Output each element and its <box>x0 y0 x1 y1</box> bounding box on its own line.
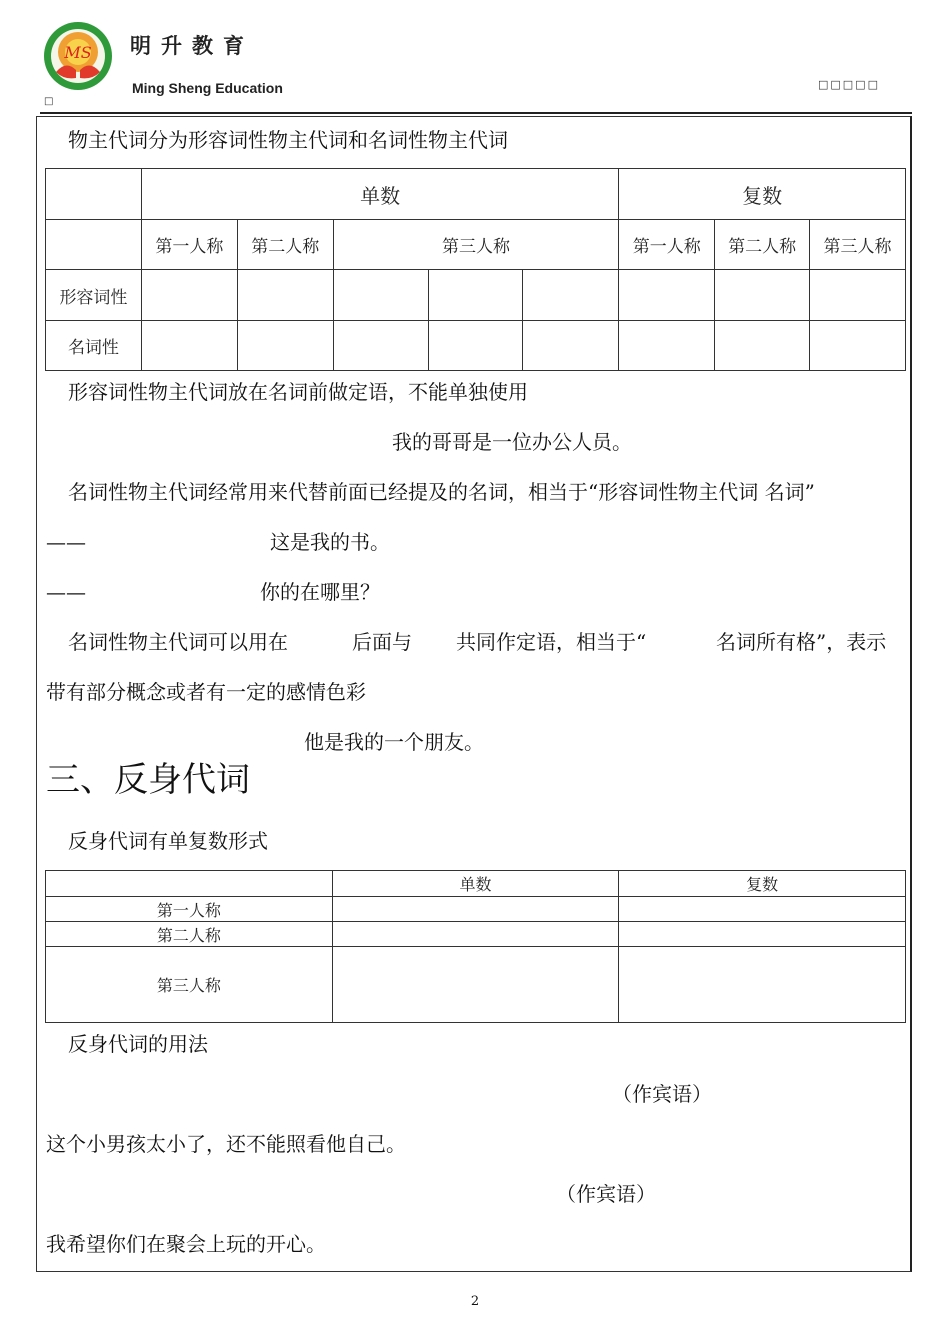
table-cell <box>141 321 237 371</box>
page-number: 2 <box>470 1294 480 1309</box>
dash-marker: —— <box>46 530 86 554</box>
table-cell <box>237 321 333 371</box>
table-cell <box>333 270 428 321</box>
paragraph-part: 共同作定语，相当于“ <box>456 630 647 654</box>
reflexive-table <box>45 870 906 1023</box>
row-header: 第三人称 <box>46 947 333 1023</box>
paragraph: 名词性物主代词经常用来代替前面已经提及的名词，相当于“形容词性物主代词 名词” <box>68 480 815 504</box>
logo-text: MS <box>64 43 92 62</box>
table-cell <box>333 321 428 371</box>
person-header: 第二人称 <box>715 220 810 270</box>
table-corner-cell <box>46 169 142 220</box>
section-title: 三、反身代词 <box>46 760 250 800</box>
paragraph: 这个小男孩太小了，还不能照看他自己。 <box>46 1132 406 1156</box>
example-sentence: 他是我的一个朋友。 <box>304 730 484 754</box>
row-header: 第二人称 <box>46 922 333 947</box>
header-rule <box>40 112 912 114</box>
table-cell <box>237 270 333 321</box>
singular-header: 单数 <box>332 871 619 897</box>
table-cell <box>619 947 906 1023</box>
paragraph: 带有部分概念或者有一定的感情色彩 <box>46 680 366 704</box>
person-header: 第三人称 <box>333 220 619 270</box>
table-cell <box>523 321 619 371</box>
table-cell <box>619 270 715 321</box>
paragraph-part: 名词所有格”，表示 <box>716 630 887 654</box>
table-cell <box>428 270 523 321</box>
paragraph: 我希望你们在聚会上玩的开心。 <box>46 1232 326 1256</box>
plural-header: 复数 <box>619 871 906 897</box>
table-cell <box>715 270 810 321</box>
header-right-mark: □□□□□ <box>818 78 880 91</box>
table-cell <box>810 270 906 321</box>
table-empty-cell <box>46 220 142 270</box>
plural-header: 复数 <box>619 169 906 220</box>
singular-header: 单数 <box>141 169 618 220</box>
table-cell <box>332 897 619 922</box>
paragraph: 反身代词有单复数形式 <box>68 829 268 853</box>
table-cell <box>619 321 715 371</box>
header-left-mark: □ <box>44 96 54 107</box>
table-cell <box>141 270 237 321</box>
usage-note: （作宾语） <box>612 1082 712 1106</box>
brand-name-en: Ming Sheng Education <box>132 80 283 96</box>
example-sentence: 这是我的书。 <box>270 530 390 554</box>
row-header: 第一人称 <box>46 897 333 922</box>
table-corner-cell <box>46 871 333 897</box>
person-header: 第三人称 <box>810 220 906 270</box>
example-sentence: 你的在哪里？ <box>260 580 380 604</box>
table-cell <box>332 947 619 1023</box>
table-cell <box>523 270 619 321</box>
table-cell <box>810 321 906 371</box>
usage-note: （作宾语） <box>556 1182 656 1206</box>
example-sentence: 我的哥哥是一位办公人员。 <box>392 430 632 454</box>
table-cell <box>428 321 523 371</box>
paragraph-part: 名词性物主代词可以用在 <box>68 630 288 654</box>
person-header: 第二人称 <box>237 220 333 270</box>
intro-text: 物主代词分为形容词性物主代词和名词性物主代词 <box>68 128 508 152</box>
table-cell <box>619 922 906 947</box>
paragraph: 反身代词的用法 <box>68 1032 208 1056</box>
paragraph-part: 后面与 <box>352 630 412 654</box>
person-header: 第一人称 <box>619 220 715 270</box>
ming-sheng-logo <box>40 20 118 92</box>
table-cell <box>332 922 619 947</box>
possessive-table <box>45 168 906 371</box>
person-header: 第一人称 <box>141 220 237 270</box>
brand-name-cn: 明升教育 <box>130 34 254 58</box>
row-header: 形容词性 <box>46 270 142 321</box>
table-cell <box>619 897 906 922</box>
dash-marker: —— <box>46 580 86 604</box>
row-header: 名词性 <box>46 321 142 371</box>
table-cell <box>715 321 810 371</box>
paragraph: 形容词性物主代词放在名词前做定语，不能单独使用 <box>68 380 528 404</box>
